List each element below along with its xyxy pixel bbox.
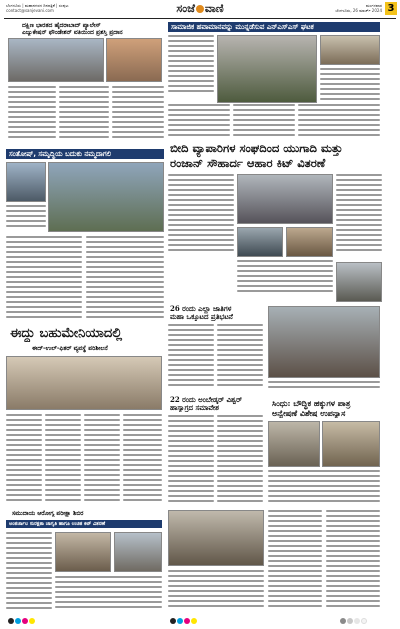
masthead-dot-icon — [196, 5, 204, 13]
article-body — [168, 35, 214, 99]
photo-kit — [114, 532, 162, 572]
section-banner: ಅಂತರ್ಜಾಲ ಸುರಕ್ಷತಾ ಜಾಗೃತಿ ಹಾಗೂ ಉಚಿತ ಕಿಟ್ ವಿತರಣೆ — [6, 520, 162, 528]
photo-award — [106, 38, 162, 82]
article-title: ದಕ್ಷಿಣ ಭಾರತದ ಹೈದರಾಬಾದ್ ಪ್ಯಾಲೇಸ್ ಎಜ್ಯುಕೇಷನ್ ಫೌಂಡೇಶನ್ ವತಿಯಿಂದ ಪ್ರಶಸ್ತಿ ಪ್ರದಾನ — [22, 22, 123, 36]
print-color-swatches-center — [170, 618, 197, 624]
article-body — [237, 260, 333, 298]
article-body — [6, 414, 42, 504]
photo-lecture — [268, 421, 320, 467]
swatch-yellow — [29, 618, 35, 624]
article-title: ಸಿಂಧು: ಬೌದ್ಧಿಕ ಹಕ್ಕುಗಳ ಪಾತ್ರ ಅನ್ವೇಷಣೆ ವಿಶೇಷ ಉಪನ್ಯಾಸ — [272, 398, 351, 418]
photo-meeting — [268, 306, 380, 378]
article-body — [217, 324, 263, 392]
article-body — [217, 415, 263, 507]
article-body — [268, 510, 322, 614]
print-color-swatches-right — [340, 618, 367, 624]
article-body — [8, 86, 56, 142]
article-body — [168, 104, 230, 138]
masthead-logo: ಸಂಜೆ ವಾಣಿ — [176, 2, 224, 15]
article-body — [168, 415, 214, 507]
photo-caption — [268, 381, 380, 395]
article-title: ಸಮುದಾಯ ಆರೋಗ್ಯ ಪರೀಕ್ಷಾ ಶಿಬಿರ — [12, 510, 84, 517]
print-color-swatches-left — [8, 618, 35, 624]
photo-health-camp — [55, 532, 111, 572]
photo-kit-distribution — [237, 174, 333, 224]
article-body — [326, 510, 380, 614]
swatch-grey — [347, 618, 353, 624]
swatch-magenta — [184, 618, 190, 624]
swatch-magenta — [22, 618, 28, 624]
swatch-cyan — [15, 618, 21, 624]
photo-distribution-3 — [286, 227, 333, 257]
article-body — [55, 576, 162, 614]
article-body — [59, 86, 109, 142]
article-body — [6, 205, 46, 233]
photo-nss — [217, 35, 317, 103]
article-title: ಈದ್ದು ಬಹುಮೇನಿಯಾದಲ್ಲಿ — [10, 326, 123, 341]
swatch-grey — [354, 618, 360, 624]
article-body — [45, 414, 81, 504]
section-banner: ಸಾಮಾಜಿಕ ಹವಾಮಾನವನ್ನು ಮುನ್ನಡೆಸುವ ಎನ್ಎಸ್ಎಸ್ ಘಟಕ — [168, 22, 380, 32]
article-body — [336, 174, 382, 258]
swatch-yellow — [191, 618, 197, 624]
photo-eid — [6, 356, 162, 410]
header-info-left: ಬೆಂಗಳೂರು | ಮಹಾನಗರದ ದಿನಪತ್ರಿಕೆ | ಸಂಪುಟ contact@sanjevani.com — [6, 3, 69, 13]
article-title: 22 ರಂದು ಅಂಬೇಡ್ಕರ್ ವಿಶ್ವರ್ ಹಾಸ್ಯಾಗ್ರದ ಸಮಾವೇಶ — [170, 396, 243, 412]
article-body — [6, 236, 82, 322]
swatch-grey — [361, 618, 367, 624]
article-headline: ಬೀದಿ ವ್ಯಾಪಾರಿಗಳ ಸಂಘದಿಂದ ಯುಗಾದಿ ಮತ್ತು ರಂಜಾನ್ ಸೌಹಾರ್ದ ಆಹಾರ ಕಿಟ್ ವಿತರಣೆ — [170, 141, 343, 170]
photo-distribution-2 — [237, 227, 283, 257]
article-body — [168, 174, 234, 258]
article-body — [123, 414, 162, 504]
swatch-grey — [340, 618, 346, 624]
photo-lecture-2 — [322, 421, 380, 467]
swatch-black — [170, 618, 176, 624]
photo-group — [48, 162, 164, 232]
article-body — [112, 86, 164, 142]
article-body — [6, 532, 52, 614]
header-date: ಮಂಗಳವಾರ ಬೆಂಗಳೂರು, 26 ಮಾರ್ಚ್ 2024 — [335, 3, 382, 13]
photo-nss-side — [320, 35, 380, 65]
header-rule — [4, 18, 396, 19]
article-body — [168, 570, 264, 614]
photo-side — [336, 262, 382, 302]
article-body — [268, 470, 380, 506]
photo-award-ceremony — [8, 38, 104, 82]
article-body — [320, 68, 380, 104]
photo-event — [168, 510, 264, 566]
article-body — [168, 324, 214, 392]
article-subtitle: ಈದ್-ಉಲ್-ಫಿತರ್ ವ್ಯವಸ್ಥೆ ಪರಿಶೀಲನೆ — [32, 345, 108, 352]
section-banner: ಸಂತೋಷ್, ಸಮೃದ್ಧಿಯ ಬದುಕು ನಮ್ಮದಾಗಲಿ — [6, 149, 164, 159]
article-body — [86, 236, 164, 322]
article-title: 26 ರಂದು ಎಲ್ಲಾ ಜಾತಿಗಳ ಮಹಾ ಒಕ್ಕೂಟದ ಪ್ರತಿಭಟನೆ — [170, 305, 233, 321]
swatch-cyan — [177, 618, 183, 624]
article-body — [233, 104, 295, 138]
article-body — [84, 414, 120, 504]
swatch-black — [8, 618, 14, 624]
page-number: 3 — [385, 2, 397, 15]
article-body — [298, 104, 380, 138]
photo-speaker — [6, 162, 46, 202]
